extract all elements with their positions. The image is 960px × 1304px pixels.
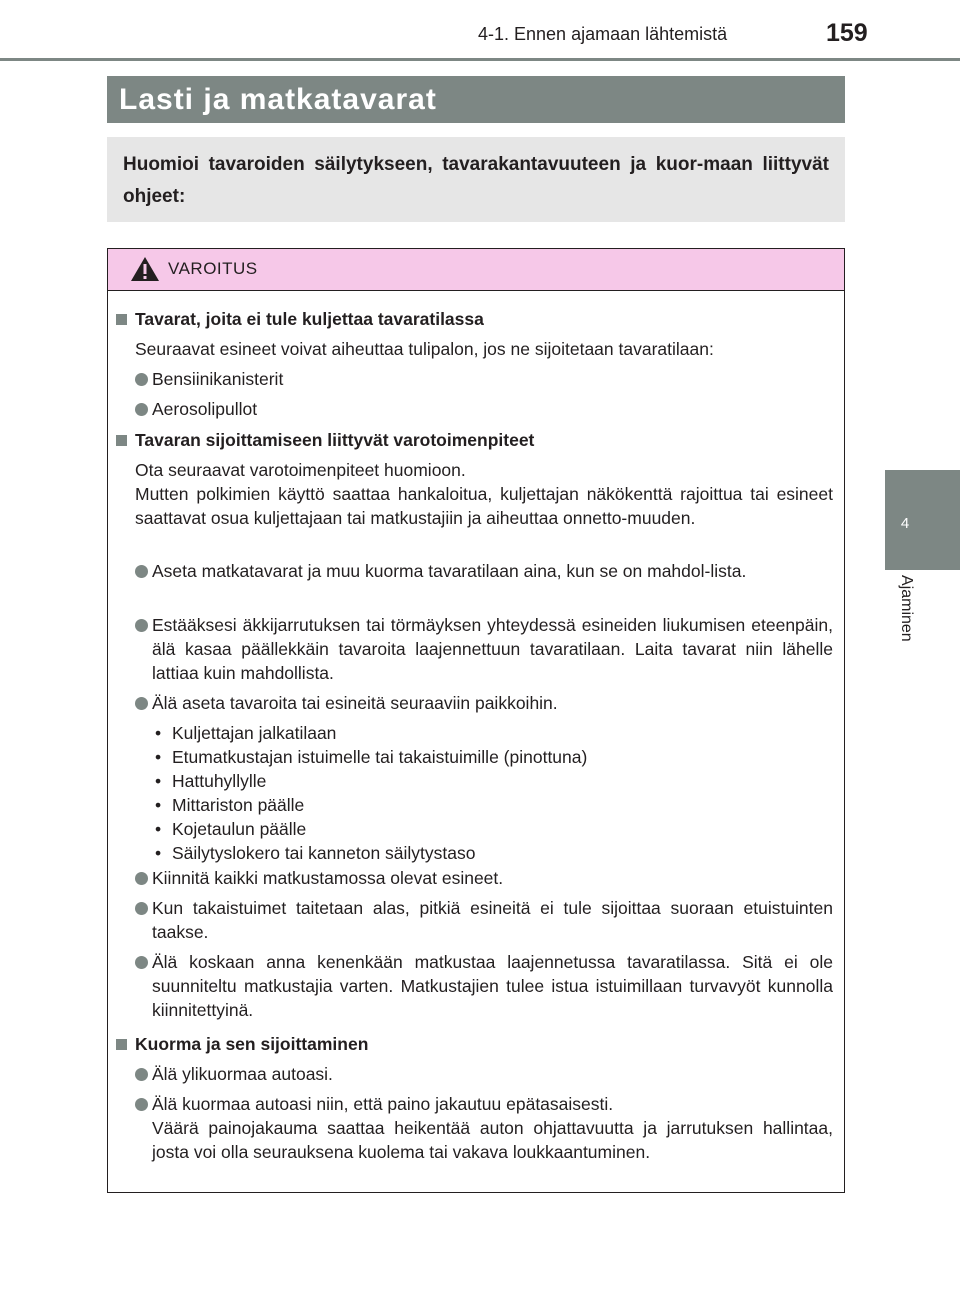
place-item: Kuljettajan jalkatilaan — [172, 723, 337, 743]
bullet-dot — [135, 403, 148, 416]
bullet-dot — [135, 619, 148, 632]
warning-text: Ota seuraavat varotoimenpiteet huomioon. — [135, 460, 466, 480]
header-chapter-title: 4-1. Ennen ajamaan lähtemistä — [478, 24, 728, 44]
place-bullet: • — [155, 843, 162, 863]
bullet-dot — [135, 697, 148, 710]
section-marker — [116, 1039, 127, 1050]
bullet-dot — [135, 956, 148, 969]
warning-heading-2: Tavaran sijoittamiseen liittyvät varotoimenpiteet — [135, 430, 535, 450]
bullet-dot — [135, 565, 148, 578]
bullet-item: Aseta matkatavarat ja muu kuorma tavaratilaan aina, kun se on mahdol-lista. — [152, 561, 747, 581]
bullet-item: Aerosolipullot — [152, 399, 258, 419]
place-item: Kojetaulun päälle — [172, 819, 307, 839]
bullet-dot — [135, 1098, 148, 1111]
place-bullet: • — [155, 747, 162, 767]
side-tab-number: 4 — [900, 515, 910, 532]
section-marker — [116, 314, 127, 325]
intro-box: Huomioi tavaroiden säilytykseen, tavarakantavuuteen ja kuor-maan liittyvät ohjeet: — [107, 137, 845, 222]
bullet-dot — [135, 872, 148, 885]
bullet-dot — [135, 1068, 148, 1081]
place-bullet: • — [155, 819, 162, 839]
bullet-item: Bensiinikanisterit — [152, 369, 284, 389]
warning-triangle-icon — [130, 256, 160, 282]
bullet-item: Älä kuormaa autoasi niin, että paino jakautuu epätasaisesti. — [152, 1094, 614, 1114]
warning-heading-1: Tavarat, joita ei tule kuljettaa tavaratilassa — [135, 309, 484, 329]
bullet-dot — [135, 373, 148, 386]
place-bullet: • — [155, 771, 162, 791]
side-tab-label: Ajaminen — [898, 575, 915, 642]
place-bullet: • — [155, 795, 162, 815]
bullet-item: Kun takaistuimet taitetaan alas, pitkiä esineitä ei tule sijoittaa suoraan etuistuinten taakse. — [152, 898, 833, 942]
place-item: Mittariston päälle — [172, 795, 305, 815]
page-number: 159 — [826, 19, 868, 47]
bullet-item: Älä ylikuormaa autoasi. — [152, 1064, 333, 1084]
header-rule — [0, 58, 960, 61]
warning-heading-3: Kuorma ja sen sijoittaminen — [135, 1034, 369, 1054]
bullet-item: Älä koskaan anna kenenkään matkustaa laajennetussa tavaratilassa. Sitä ei ole suunniteltu matkustajia varten. Matkustajien tulee istua istuimillaan turvavyöt kunnolla kiinnitettyinä. — [152, 952, 833, 1020]
warning-box — [107, 248, 845, 1193]
bullet-item: Kiinnitä kaikki matkustamossa olevat esineet. — [152, 868, 504, 888]
place-item: Hattuhyllylle — [172, 771, 267, 791]
warning-text: Seuraavat esineet voivat aiheuttaa tulipalon, jos ne sijoitetaan tavaratilaan: — [135, 339, 714, 359]
place-bullet: • — [155, 723, 162, 743]
place-item: Etumatkustajan istuimelle tai takaistuimille (pinottuna) — [172, 747, 588, 767]
section-title: Lasti ja matkatavarat — [107, 76, 845, 123]
warning-header — [108, 249, 844, 291]
section-marker — [116, 435, 127, 446]
warning-text: Mutten polkimien käyttö saattaa hankaloitua, kuljettajan näkökenttä rajoittua tai esineet saattavat osua kuljettajaan tai matkustajiin ja aiheuttaa onnetto-muuden. — [135, 484, 833, 528]
bullet-item: Älä aseta tavaroita tai esineitä seuraaviin paikkoihin. — [152, 693, 558, 713]
warning-label: VAROITUS — [168, 259, 258, 278]
place-item: Säilytyslokero tai kanneton säilytystaso — [172, 843, 476, 863]
bullet-item-continuation: Väärä painojakauma saattaa heikentää auton ohjattavuutta ja jarrutuksen hallintaa, josta voi olla seurauksena kuolema tai vakava loukkaantuminen. — [152, 1118, 833, 1162]
bullet-item: Estääksesi äkkijarrutuksen tai törmäyksen yhteydessä esineiden liukumisen eteenpäin, älä kasaa päällekkäin tavaroita laajennettuun tavaratilaan. Laita tavarat niin lähelle lattiaa kuin mahdollista. — [152, 615, 833, 683]
bullet-dot — [135, 902, 148, 915]
